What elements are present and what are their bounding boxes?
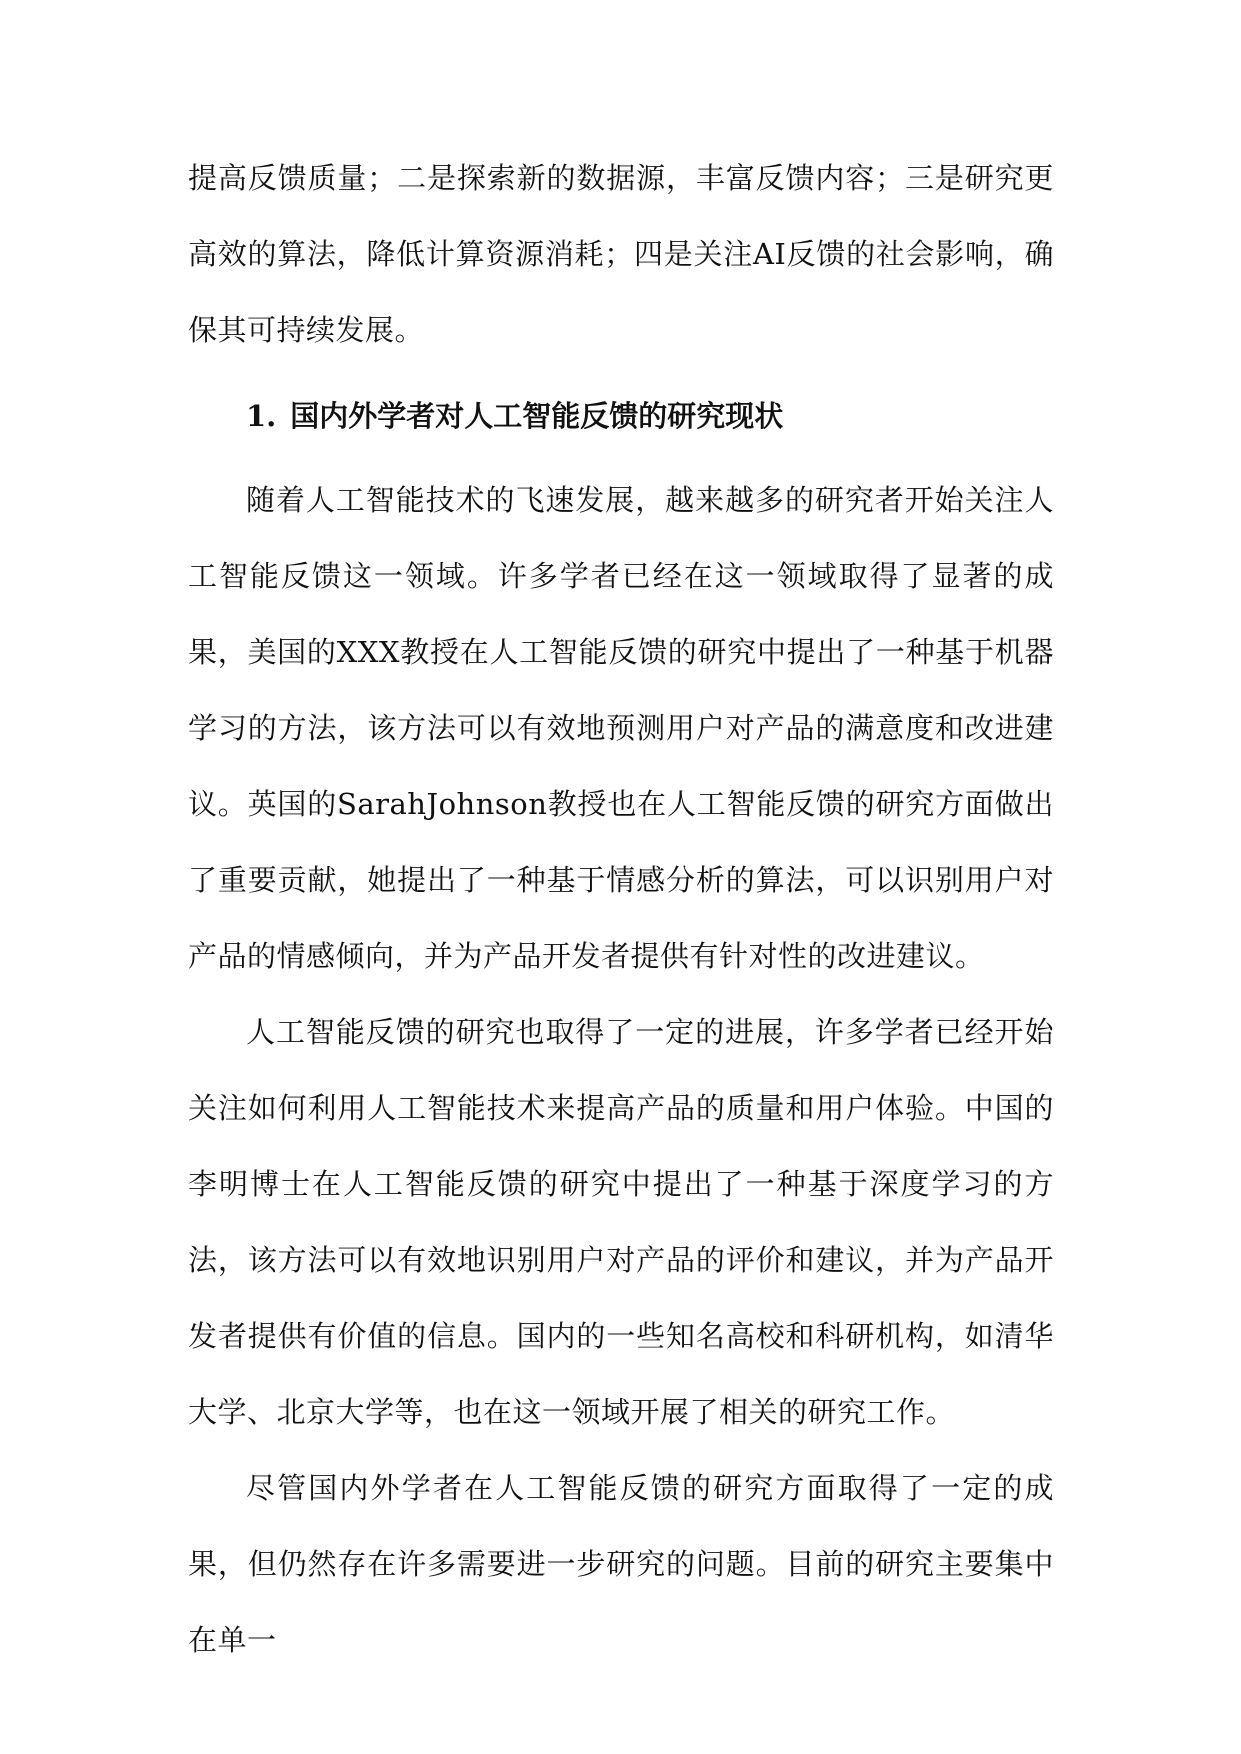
section-number: 1. — [246, 399, 277, 433]
paragraph-continuation: 提高反馈质量；二是探索新的数据源，丰富反馈内容；三是研究更高效的算法，降低计算资源消耗；四是关注AI反馈的社会影响，确保其可持续发展。 — [188, 161, 1054, 347]
section-title: 国内外学者对人工智能反馈的研究现状 — [290, 399, 784, 433]
paragraph-international-research: 随着人工智能技术的飞速发展，越来越多的研究者开始关注人工智能反馈这一领域。许多学者已经在这一领域取得了显著的成果，美国的XXX教授在人工智能反馈的研究中提出了一种基于机器学习的方法，该方法可以有效地预测用户对产品的满意度和改进建议。英国的SarahJohnson教授也在人工智能反馈的研究方面做出了重要贡献，她提出了一种基于情感分析的算法，可以识别用户对产品的情感倾向，并为产品开发者提供有针对性的改进建议。 — [188, 483, 1054, 973]
document-body — [188, 140, 1054, 1678]
section-heading — [188, 368, 1054, 462]
paragraph-domestic-research: 人工智能反馈的研究也取得了一定的进展，许多学者已经开始关注如何利用人工智能技术来提高产品的质量和用户体验。中国的李明博士在人工智能反馈的研究中提出了一种基于深度学习的方法，该方法可以有效地识别用户对产品的评价和建议，并为产品开发者提供有价值的信息。国内的一些知名高校和科研机构，如清华大学、北京大学等，也在这一领域开展了相关的研究工作。 — [188, 1015, 1054, 1429]
paragraph-open-problems: 尽管国内外学者在人工智能反馈的研究方面取得了一定的成果，但仍然存在许多需要进一步研究的问题。目前的研究主要集中在单一 — [188, 1471, 1054, 1657]
